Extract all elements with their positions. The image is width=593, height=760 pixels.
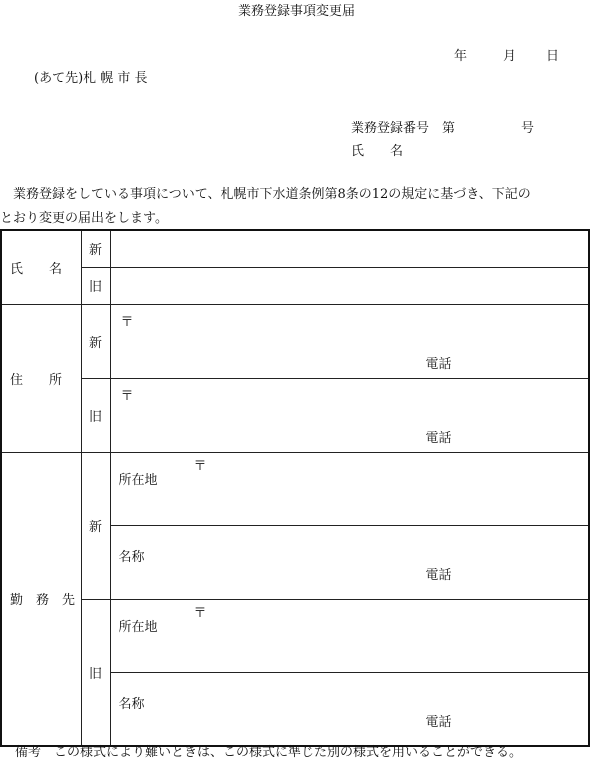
- body-line-2: とおり変更の届出をします。: [0, 211, 168, 226]
- date-month-label: 月: [503, 49, 517, 64]
- org-name-label: 名称: [118, 696, 145, 712]
- phone-label: 電話: [425, 567, 452, 583]
- table-row: [1, 230, 589, 267]
- postal-mark: 〒: [193, 458, 207, 474]
- table-row: [1, 304, 589, 378]
- name-new-field[interactable]: [110, 230, 589, 267]
- table-row: [1, 452, 589, 525]
- workplace-new-label: 新: [81, 452, 110, 599]
- workplace-old-name-field[interactable]: [110, 672, 589, 746]
- table-row: [1, 599, 589, 672]
- addressee: (あて先)札 幌 市 長: [34, 71, 148, 86]
- phone-label: 電話: [425, 356, 452, 372]
- registration-number-line: [351, 117, 534, 136]
- registration-number-suffix: 号: [521, 121, 535, 136]
- phone-label: 電話: [425, 714, 452, 730]
- address-new-field[interactable]: [110, 304, 589, 378]
- applicant-name-label: 氏 名: [351, 144, 404, 159]
- workplace-new-location-field[interactable]: [110, 452, 589, 525]
- workplace-row-label: 勤 務 先: [1, 452, 81, 746]
- address-new-label: 新: [81, 304, 110, 378]
- postal-mark: 〒: [120, 314, 134, 330]
- registration-number-label: 業務登録番号 第: [351, 121, 456, 136]
- name-row-label: 氏 名: [1, 230, 81, 304]
- body-paragraph: [0, 183, 590, 231]
- workplace-new-name-field[interactable]: [110, 525, 589, 599]
- location-label: 所在地: [118, 472, 158, 488]
- remarks-note: 備考 この様式により難いときは、この様式に準じた別の様式を用いることができる。: [15, 745, 523, 760]
- name-old-field[interactable]: [110, 267, 589, 304]
- address-old-label: 旧: [81, 378, 110, 452]
- postal-mark: 〒: [120, 388, 134, 404]
- change-form-table: [0, 229, 590, 747]
- location-label: 所在地: [118, 619, 158, 635]
- org-name-label: 名称: [118, 549, 145, 565]
- name-old-label: 旧: [81, 267, 110, 304]
- form-title: 業務登録事項変更届: [237, 4, 355, 19]
- workplace-old-label: 旧: [81, 599, 110, 746]
- date-day-label: 日: [546, 49, 560, 64]
- workplace-old-location-field[interactable]: [110, 599, 589, 672]
- date-year-label: 年: [454, 49, 468, 64]
- phone-label: 電話: [425, 430, 452, 446]
- table-row: [1, 267, 589, 304]
- postal-mark: 〒: [193, 605, 207, 621]
- name-new-label: 新: [81, 230, 110, 267]
- address-old-field[interactable]: [110, 378, 589, 452]
- address-row-label: 住 所: [1, 304, 81, 452]
- date-line: [454, 45, 559, 64]
- body-line-1: 業務登録をしている事項について、札幌市下水道条例第8条の12の規定に基づき、下記の: [0, 187, 531, 202]
- table-row: [1, 378, 589, 452]
